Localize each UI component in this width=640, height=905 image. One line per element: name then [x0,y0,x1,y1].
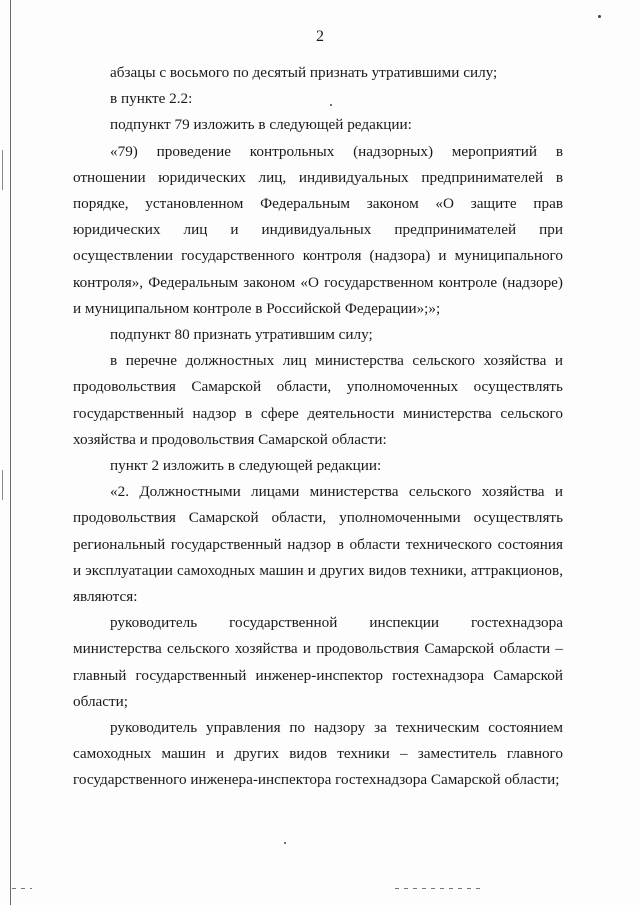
scan-speck [284,842,286,844]
page-number: 2 [316,28,324,45]
scan-bottom-dash [12,888,32,889]
scan-bottom-dash [395,888,480,889]
scan-edge-mark [2,150,3,190]
scan-speck [598,15,601,18]
paragraph: руководитель управления по надзору за техническим состоянием самоходных машин и других видов техники – заместитель главного государственного инженера-инспектора гостехнадзора Самарской области; [73,719,563,789]
paragraph: подпункт 79 изложить в следующей редакции: [110,116,412,134]
paragraph: «79) проведение контрольных (надзорных) мероприятий в отношении юридических лиц, индивидуальных предпринимателей в порядке, установленном Федеральным законом «О защите прав юридических лиц и индивидуальных предпринимателей при осуществлении государственного контроля (надзора) и муниципального контроля», Федеральным законом «О государственном контроле (надзоре) и муниципальном контроле в Российской Федерации»;»; [73,142,563,317]
paragraph: абзацы с восьмого по десятый признать утратившими силу; [110,64,498,81]
document-body [73,60,563,794]
paragraph: в пункте 2.2: [110,90,193,108]
scan-edge-mark [2,470,3,500]
scan-left-edge [10,0,11,905]
paragraph: «2. Должностными лицами министерства сельского хозяйства и продовольствия Самарской области, уполномоченными осуществлять региональный государственный надзор в области технического состояния и эксплуатации самоходных машин и других видов техники, аттракционов, являются: [73,483,563,606]
paragraph: в перечне должностных лиц министерства сельского хозяйства и продовольствия Самарской области, уполномоченных осуществлять государственный надзор в сфере деятельности министерства сельского хозяйства и продовольствия Самарской области: [73,352,563,448]
paragraph: подпункт 80 признать утратившим силу; [110,326,373,344]
paragraph: руководитель государственной инспекции гостехнадзора министерства сельского хозяйства и продовольствия Самарской области – главный государственный инженер-инспектор гостехнадзора Самарской области; [73,614,563,710]
paragraph: пункт 2 изложить в следующей редакции: [110,457,382,475]
